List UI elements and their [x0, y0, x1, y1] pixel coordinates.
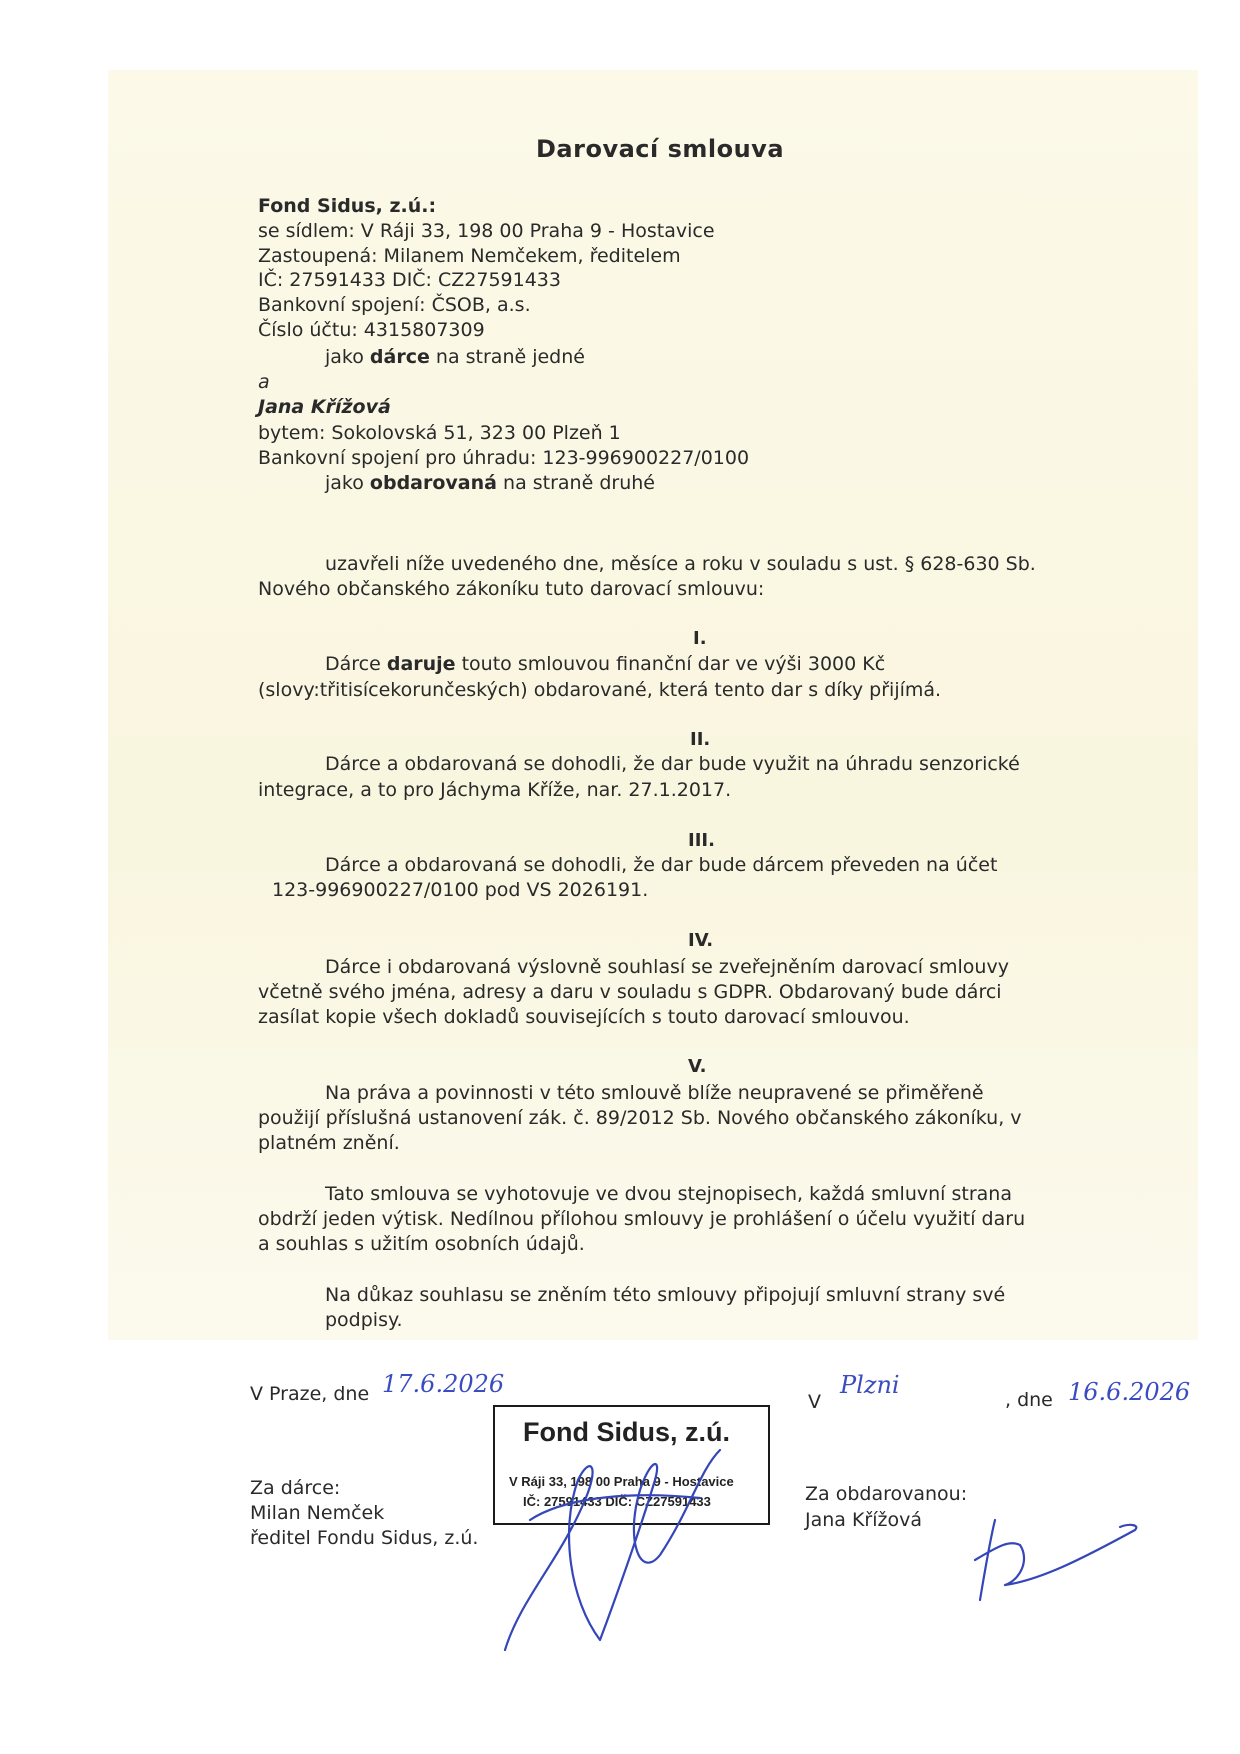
section-1-line-1-pre: Dárce: [325, 653, 387, 675]
recipient-signature: [975, 1520, 1136, 1600]
right-signatory-name: Jana Křížová: [805, 1509, 923, 1531]
section-4-line-3: zasílat kopie všech dokladů souvisejících s touto darovací smlouvou.: [258, 1006, 910, 1028]
closing-p2-line-2: podpisy.: [325, 1309, 403, 1331]
section-3-line-2: 123-996900227/0100 pod VS 2026191.: [272, 879, 649, 901]
section-1-number: I.: [693, 628, 707, 649]
section-4-number: IV.: [688, 930, 714, 951]
section-2-number: II.: [690, 729, 711, 750]
closing-p1-line-3: a souhlas s užitím osobních údajů.: [258, 1233, 585, 1255]
recipient-address: bytem: Sokolovská 51, 323 00 Plzeň 1: [258, 422, 621, 444]
section-1-line-1-bold: daruje: [386, 653, 456, 675]
section-1-line-1-post: touto smlouvou finanční dar ve výši 3000 Kč: [455, 653, 886, 675]
section-3-number: III.: [688, 830, 715, 851]
stamp-ids: IČ: 27591433 DIČ: CZ27591433: [523, 1494, 711, 1509]
section-1-line-2: (slovy:třitisícekorunčeských) obdarované, která tento dar s díky přijímá.: [258, 679, 942, 701]
right-date-handwritten: 16.6.2026: [1068, 1378, 1191, 1406]
stamp-title: Fond Sidus, z.ú.: [523, 1417, 730, 1447]
section-5-number: V.: [688, 1056, 707, 1077]
donor-signature-tail: [530, 1495, 700, 1520]
right-dne-label: , dne: [1005, 1389, 1053, 1411]
section-5-line-1: Na práva a povinnosti v této smlouvě blíže neupravené se přiměřeně: [325, 1082, 984, 1104]
intro-line-1: uzavřeli níže uvedeného dne, měsíce a roku v souladu s ust. § 628-630 Sb.: [325, 553, 1036, 575]
donor-signature: [505, 1450, 720, 1650]
section-3-line-1: Dárce a obdarovaná se dohodli, že dar bude dárcem převeden na účet: [325, 854, 998, 876]
donor-role-word: dárce: [369, 346, 430, 368]
donor-seat: se sídlem: V Ráji 33, 198 00 Praha 9 - Hostavice: [258, 220, 715, 242]
right-place-handwritten: Plzni: [840, 1371, 900, 1399]
recipient-bank: Bankovní spojení pro úhradu: 123-996900227/0100: [258, 447, 750, 469]
donor-account: Číslo účtu: 4315807309: [258, 319, 485, 341]
donor-name: Fond Sidus, z.ú.:: [258, 195, 437, 217]
recipient-role-pre: jako: [325, 472, 370, 494]
left-signatory-title: ředitel Fondu Sidus, z.ú.: [250, 1527, 479, 1549]
conjunction-and: a: [258, 371, 270, 393]
section-2-line-1: Dárce a obdarovaná se dohodli, že dar bude využit na úhradu senzorické: [325, 753, 1020, 775]
document-title: Darovací smlouva: [536, 135, 785, 163]
donor-ids: IČ: 27591433 DIČ: CZ27591433: [258, 269, 561, 291]
section-5-line-2: použijí příslušná ustanovení zák. č. 89/2012 Sb. Nového občanského zákoníku, v: [258, 1107, 1022, 1129]
recipient-name: Jana Křížová: [258, 396, 391, 418]
closing-p1-line-1: Tato smlouva se vyhotovuje ve dvou stejnopisech, každá smluvní strana: [325, 1183, 1012, 1205]
section-5-line-3: platném znění.: [258, 1132, 400, 1154]
recipient-role-word: obdarovaná: [369, 472, 497, 494]
right-place-v: V: [808, 1391, 821, 1413]
left-date-handwritten: 17.6.2026: [382, 1370, 505, 1398]
intro-line-2: Nového občanského zákoníku tuto darovací smlouvu:: [258, 578, 765, 600]
left-signatory-name: Milan Nemček: [250, 1502, 385, 1524]
donor-represented: Zastoupená: Milanem Nemčekem, ředitelem: [258, 245, 681, 267]
section-4-line-1: Dárce i obdarovaná výslovně souhlasí se zveřejněním darovací smlouvy: [325, 956, 1009, 978]
left-place-date-label: V Praze, dne: [250, 1383, 370, 1405]
recipient-role-post: na straně druhé: [496, 472, 655, 494]
closing-p1-line-2: obdrží jeden výtisk. Nedílnou přílohou smlouvy je prohlášení o účelu využití daru: [258, 1208, 1026, 1230]
closing-p2-line-1: Na důkaz souhlasu se zněním této smlouvy připojují smluvní strany své: [325, 1284, 1006, 1306]
section-2-line-2: integrace, a to pro Jáchyma Kříže, nar. 27.1.2017.: [258, 779, 732, 801]
stamp-address: V Ráji 33, 198 00 Praha 9 - Hostavice: [509, 1474, 734, 1489]
left-signatory-label: Za dárce:: [250, 1477, 341, 1499]
donor-role-post: na straně jedné: [429, 346, 585, 368]
section-4-line-2: včetně svého jména, adresy a daru v souladu s GDPR. Obdarovaný bude dárci: [258, 981, 1002, 1003]
right-signatory-label: Za obdarovanou:: [805, 1483, 968, 1505]
donor-bank: Bankovní spojení: ČSOB, a.s.: [258, 294, 531, 316]
donor-role-pre: jako: [325, 346, 370, 368]
